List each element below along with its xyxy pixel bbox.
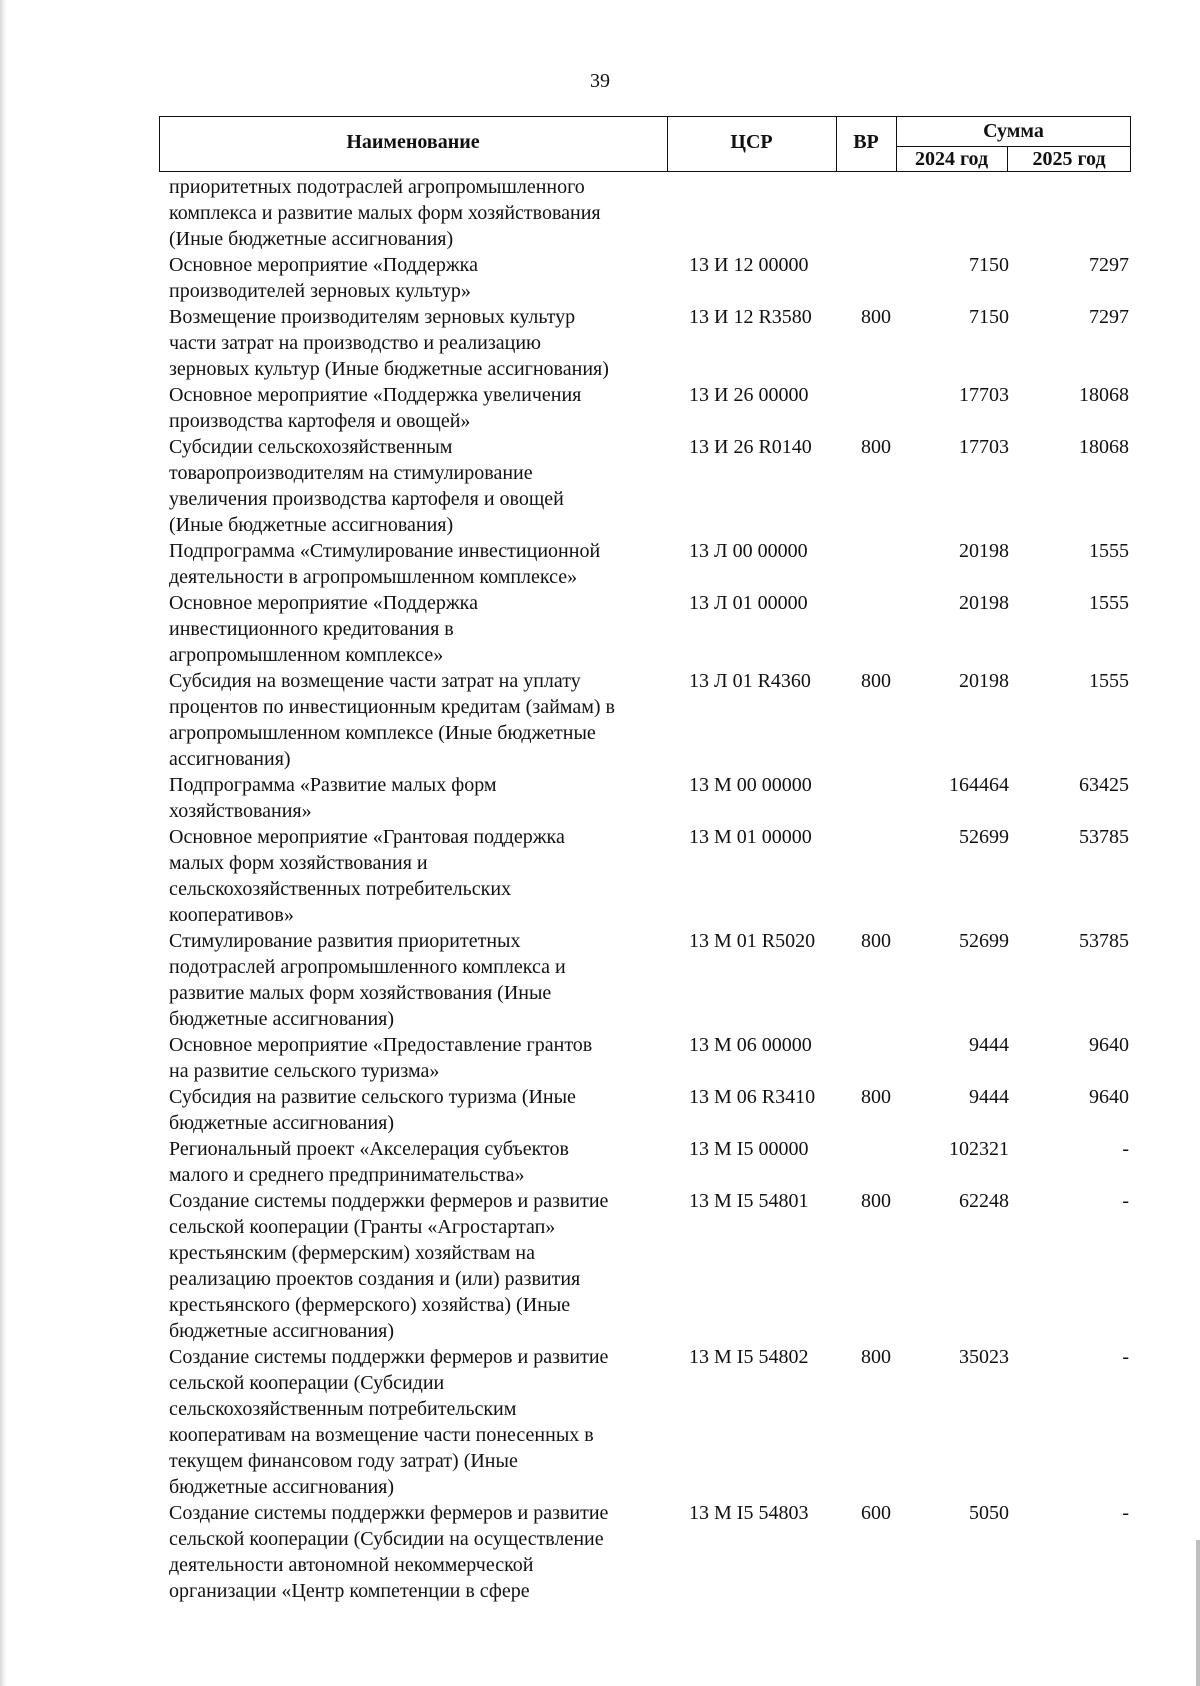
row-sum-2025: 53785: [1079, 930, 1129, 952]
header-divider: [896, 146, 1131, 147]
row-vr: 800: [861, 1086, 891, 1108]
row-sum-2024: 102321: [949, 1138, 1009, 1160]
table-row: [169, 252, 1129, 304]
row-sum-2025: 63425: [1079, 774, 1129, 796]
table-row: [169, 1500, 1129, 1604]
row-name: Основное мероприятие «Грантовая поддержка малых форм хозяйствования и сельскохозяйственных потребительских кооперативов»: [169, 826, 565, 926]
row-sum-2024: 20198: [959, 540, 1009, 562]
row-csr: 13 М I5 54801: [689, 1190, 809, 1212]
row-sum-2025: 53785: [1079, 826, 1129, 848]
row-vr: 800: [861, 306, 891, 328]
row-sum-2025: 18068: [1079, 384, 1129, 406]
row-sum-2024: 9444: [969, 1086, 1009, 1108]
header-csr: ЦСР: [730, 131, 773, 153]
row-sum-2024: 17703: [959, 384, 1009, 406]
table-body: [169, 174, 1129, 1604]
scan-edge-right: [1196, 1540, 1200, 1686]
row-csr: 13 И 26 R0140: [689, 436, 812, 458]
table-row: [169, 590, 1129, 668]
row-sum-2024: 7150: [969, 306, 1009, 328]
row-csr: 13 М 06 00000: [689, 1034, 812, 1056]
table-header: [159, 116, 1131, 172]
row-name: Основное мероприятие «Поддержка инвестиционного кредитования в агропромышленном комплексе»: [169, 592, 478, 666]
row-sum-2025: 7297: [1089, 254, 1129, 276]
row-csr: 13 Л 00 00000: [689, 540, 808, 562]
row-csr: 13 Л 01 R4360: [689, 670, 811, 692]
row-name: Подпрограмма «Стимулирование инвестиционной деятельности в агропромышленном комплексе»: [169, 540, 601, 588]
row-csr: 13 М 01 R5020: [689, 930, 816, 952]
row-sum-2025: 1555: [1089, 670, 1129, 692]
row-sum-2025: 9640: [1089, 1086, 1129, 1108]
row-name: Стимулирование развития приоритетных подотраслей агропромышленного комплекса и развитие малых форм хозяйствования (Иные бюджетные ассигнования): [169, 930, 566, 1030]
row-sum-2025: 1555: [1089, 540, 1129, 562]
table-row: [169, 928, 1129, 1032]
row-sum-2024: 17703: [959, 436, 1009, 458]
table-row: [169, 668, 1129, 772]
row-name: Субсидия на развитие сельского туризма (Иные бюджетные ассигнования): [169, 1086, 576, 1134]
row-sum-2024: 52699: [959, 930, 1009, 952]
row-csr: 13 М I5 54803: [689, 1502, 809, 1524]
row-sum-2024: 5050: [969, 1502, 1009, 1524]
table-row: [169, 772, 1129, 824]
row-vr: 800: [861, 1190, 891, 1212]
row-name: Возмещение производителям зерновых культур части затрат на производство и реализацию зерновых культур (Иные бюджетные ассигнования): [169, 306, 609, 380]
table-row: [169, 434, 1129, 538]
row-name: Региональный проект «Акселерация субъектов малого и среднего предпринимательства»: [169, 1138, 569, 1186]
header-year-2024: 2024 год: [914, 148, 989, 170]
row-name: Основное мероприятие «Предоставление грантов на развитие сельского туризма»: [169, 1034, 593, 1082]
table-row: [169, 1032, 1129, 1084]
row-name: Основное мероприятие «Поддержка производителей зерновых культур»: [169, 254, 478, 302]
row-name: Создание системы поддержки фермеров и развитие сельской кооперации (Субсидии на осуществление деятельности автономной некоммерческой организации «Центр компетенции в сфере: [169, 1502, 609, 1602]
row-name: Субсидия на возмещение части затрат на уплату процентов по инвестиционным кредитам (займам) в агропромышленном комплексе (Иные бюджетные ассигнования): [169, 670, 615, 770]
row-sum-2025: -: [1122, 1138, 1129, 1160]
row-sum-2024: 20198: [959, 592, 1009, 614]
table-row: [169, 538, 1129, 590]
row-sum-2025: 9640: [1089, 1034, 1129, 1056]
table-row: [169, 824, 1129, 928]
row-vr: 600: [861, 1502, 891, 1524]
row-csr: 13 М 00 00000: [689, 774, 812, 796]
row-name: Субсидии сельскохозяйственным товаропроизводителям на стимулирование увеличения производства картофеля и овощей (Иные бюджетные ассигнования): [169, 436, 564, 536]
row-sum-2024: 20198: [959, 670, 1009, 692]
row-csr: 13 И 12 R3580: [689, 306, 812, 328]
row-sum-2024: 164464: [949, 774, 1009, 796]
table-row: [169, 382, 1129, 434]
row-csr: 13 М 06 R3410: [689, 1086, 816, 1108]
row-csr: 13 М I5 00000: [689, 1138, 809, 1160]
row-vr: 800: [861, 436, 891, 458]
row-csr: 13 И 12 00000: [689, 254, 809, 276]
table-row: [169, 1084, 1129, 1136]
row-csr: 13 М 01 00000: [689, 826, 812, 848]
row-csr: 13 И 26 00000: [689, 384, 809, 406]
row-sum-2025: 18068: [1079, 436, 1129, 458]
row-vr: 800: [861, 1346, 891, 1368]
header-sum: Сумма: [983, 120, 1044, 142]
table-row: [169, 1188, 1129, 1344]
table-row: [169, 304, 1129, 382]
row-name: Создание системы поддержки фермеров и развитие сельской кооперации (Гранты «Агростартап» крестьянским (фермерским) хозяйствам на реализацию проектов создания и (или) развития крестьянского (фермерского) хозяйства) (Иные бюджетные ассигнования): [169, 1190, 609, 1342]
row-sum-2025: -: [1122, 1190, 1129, 1212]
header-name: Наименование: [346, 131, 480, 153]
row-vr: 800: [861, 930, 891, 952]
scan-edge-left: [0, 0, 7, 1686]
table-row: [169, 1344, 1129, 1500]
row-name: Создание системы поддержки фермеров и развитие сельской кооперации (Субсидии сельскохозяйственным потребительским кооперативам на возмещение части понесенных в текущем финансовом году затрат) (Иные бюджетные ассигнования): [169, 1346, 609, 1498]
row-sum-2024: 62248: [959, 1190, 1009, 1212]
header-year-2025: 2025 год: [1032, 148, 1106, 170]
header-vr: ВР: [853, 131, 879, 153]
row-csr: 13 М I5 54802: [689, 1346, 809, 1368]
row-sum-2025: 7297: [1089, 306, 1129, 328]
table-row: [169, 1136, 1129, 1188]
row-name: приоритетных подотраслей агропромышленного комплекса и развитие малых форм хозяйствования (Иные бюджетные ассигнования): [169, 176, 601, 250]
page-number: 39: [590, 70, 610, 92]
row-sum-2024: 52699: [959, 826, 1009, 848]
row-sum-2025: -: [1122, 1346, 1129, 1368]
row-name: Основное мероприятие «Поддержка увеличения производства картофеля и овощей»: [169, 384, 582, 432]
row-sum-2025: -: [1122, 1502, 1129, 1524]
table-row: [169, 174, 1129, 252]
row-sum-2024: 7150: [969, 254, 1009, 276]
row-sum-2025: 1555: [1089, 592, 1129, 614]
row-csr: 13 Л 01 00000: [689, 592, 808, 614]
row-name: Подпрограмма «Развитие малых форм хозяйствования»: [169, 774, 497, 822]
row-sum-2024: 9444: [969, 1034, 1009, 1056]
row-vr: 800: [861, 670, 891, 692]
row-sum-2024: 35023: [959, 1346, 1009, 1368]
